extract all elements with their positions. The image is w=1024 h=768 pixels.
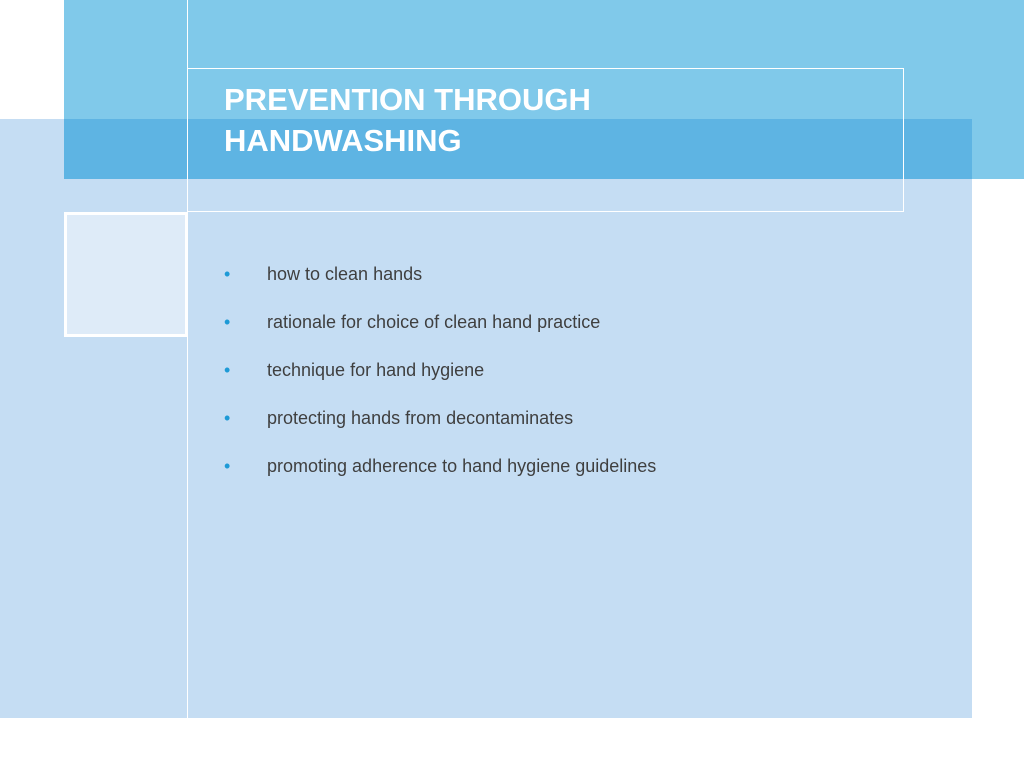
slide-title [224, 79, 864, 161]
slide-title-line-1: PREVENTION THROUGH [224, 82, 591, 117]
list-item-text: protecting hands from decontaminates [267, 408, 574, 428]
list-item [224, 262, 924, 310]
bullet-icon: • [224, 408, 231, 428]
list-item [224, 358, 924, 406]
list-item [224, 454, 924, 502]
list-item-text: technique for hand hygiene [267, 360, 485, 380]
list-item-text: rationale for choice of clean hand practice [267, 312, 601, 332]
bullet-icon: • [224, 264, 231, 284]
bullet-icon: • [224, 312, 231, 332]
list-item [224, 310, 924, 358]
bullet-icon: • [224, 456, 231, 476]
bullet-icon: • [224, 360, 231, 380]
decorative-square [64, 212, 188, 337]
list-item-text: how to clean hands [267, 264, 423, 284]
slide-title-line-2: HANDWASHING [224, 123, 462, 158]
bullet-list [224, 262, 924, 502]
list-item [224, 406, 924, 454]
list-item-text: promoting adherence to hand hygiene guidelines [267, 456, 657, 476]
